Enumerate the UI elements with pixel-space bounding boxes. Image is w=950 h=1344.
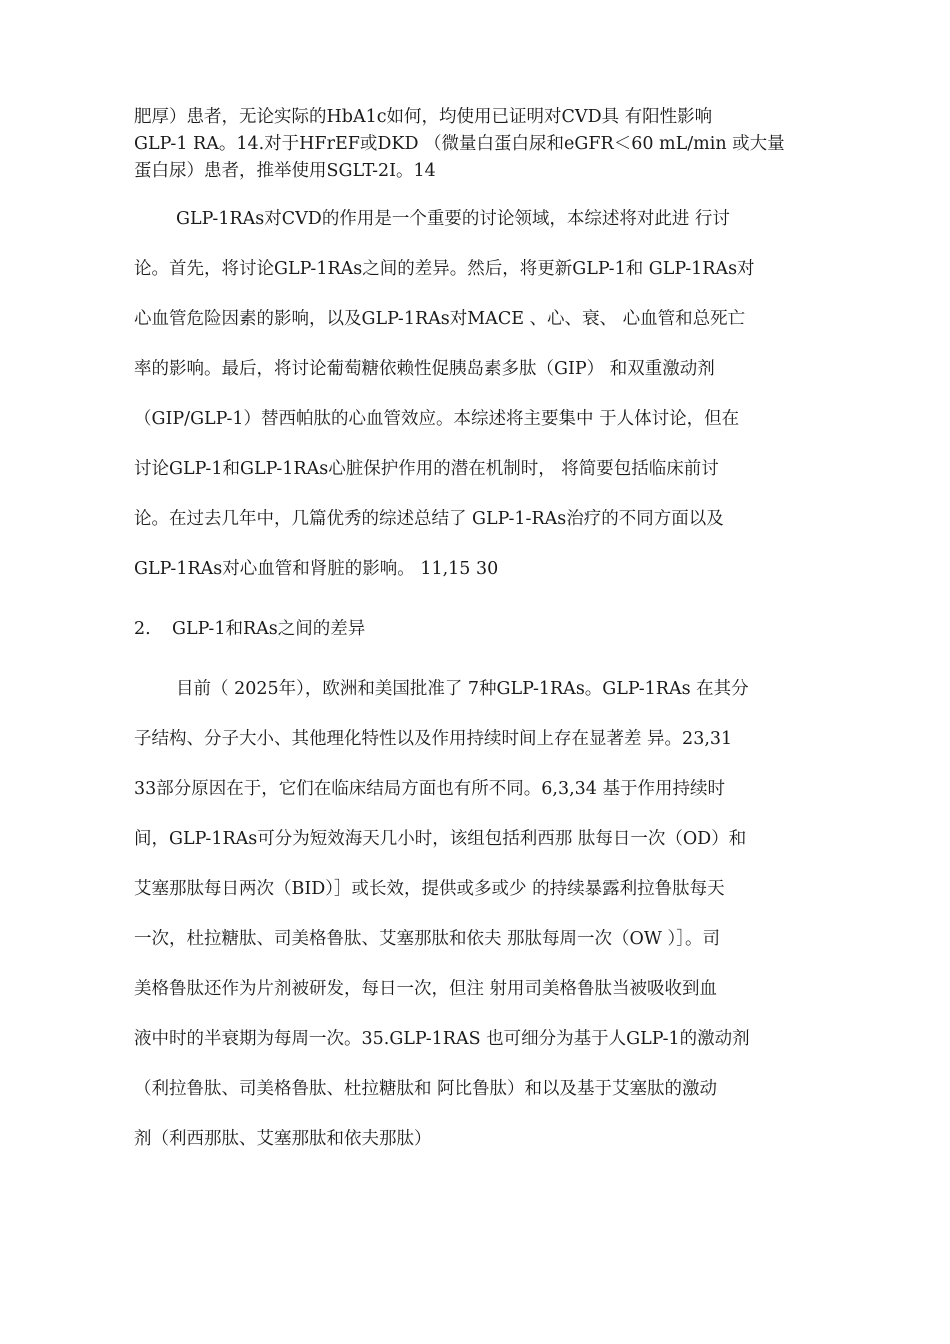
text-line: 艾塞那肽每日两次（BID）］或长效，提供或多或少 的持续暴露利拉鲁肽每天 — [134, 879, 725, 899]
text-line: GLP-1RAs对心血管和肾脏的影响。 11,15 30 — [134, 559, 499, 579]
text-line: GLP-1RAs对CVD的作用是一个重要的讨论领域，本综述将对此进 行讨 — [176, 209, 730, 229]
text-line: 子结构、分子大小、其他理化特性以及作用持续时间上存在显著差 异。23,31 — [134, 729, 733, 749]
text-line: 目前（ 2025年），欧洲和美国批准了 7种GLP-1RAs。GLP-1RAs 在其分 — [176, 679, 749, 699]
text-line: 33部分原因在于，它们在临床结局方面也有所不同。6,3,34 基于作用持续时 — [134, 779, 725, 799]
intro-fragment-paragraph — [134, 104, 834, 185]
text-line: 间，GLP-1RAs可分为短效海天几小时，该组包括利西那 肽每日一次（OD）和 — [134, 829, 747, 849]
text-line: 蛋白尿）患者，推举使用SGLT-2I。14 — [134, 161, 436, 181]
section-title: GLP-1和RAs之间的差异 — [172, 619, 366, 639]
text-line: GLP-1 RA。14.对于HFrEF或DKD （微量白蛋白尿和eGFR＜60 mL/min 或大量 — [134, 134, 785, 154]
text-line: 讨论GLP-1和GLP-1RAs心脏保护作用的潜在机制时， 将简要包括临床前讨 — [134, 459, 719, 479]
text-line: 肥厚）患者，无论实际的HbA1c如何，均使用已证明对CVD具 有阳性影响 — [134, 107, 713, 127]
text-line: （GIP/GLP-1）替西帕肽的心血管效应。本综述将主要集中 于人体讨论，但在 — [134, 409, 740, 429]
section-heading — [134, 614, 365, 644]
text-line: 率的影响。最后，将讨论葡萄糖依赖性促胰岛素多肽（GIP） 和双重激动剂 — [134, 359, 715, 379]
text-line: 液中时的半衰期为每周一次。35.GLP-1RAS 也可细分为基于人GLP-1的激动剂 — [134, 1029, 750, 1049]
text-line: 论。在过去几年中，几篇优秀的综述总结了 GLP-1-RAs治疗的不同方面以及 — [134, 509, 724, 529]
text-line: 美格鲁肽还作为片剂被研发，每日一次，但注 射用司美格鲁肽当被吸收到血 — [134, 979, 718, 999]
text-line: 论。首先，将讨论GLP-1RAs之间的差异。然后，将更新GLP-1和 GLP-1RAs对 — [134, 259, 755, 279]
text-line: 心血管危险因素的影响，以及GLP-1RAs对MACE 、心、衰、 心血管和总死亡 — [134, 309, 746, 329]
paragraph-glp1-cvd — [134, 194, 834, 594]
text-line: 剂（利西那肽、艾塞那肽和依夫那肽） — [134, 1129, 432, 1149]
text-line: 一次，杜拉糖肽、司美格鲁肽、艾塞那肽和依夫 那肽每周一次（OW ）］。司 — [134, 929, 720, 949]
section-number: 2. — [134, 619, 151, 639]
paragraph-glp1ra-differences — [134, 664, 834, 1164]
text-line: （利拉鲁肽、司美格鲁肽、杜拉糖肽和 阿比鲁肽）和以及基于艾塞肽的激动 — [134, 1079, 718, 1099]
